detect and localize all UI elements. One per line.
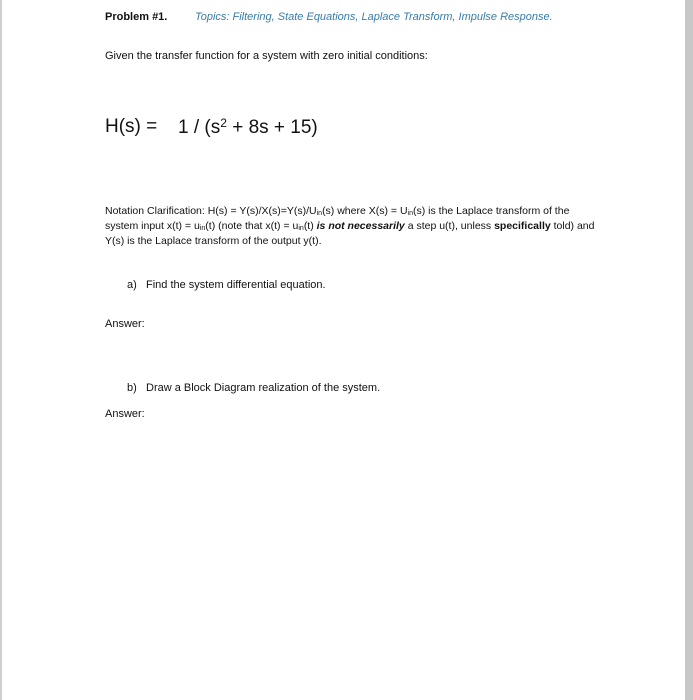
question-b-label: b) [127, 382, 137, 394]
notation-part: Notation Clarification: H(s) = Y(s)/X(s)=Y(s)/U [105, 205, 317, 217]
notation-part: (t) (note that x(t) = u [205, 220, 299, 232]
answer-b-label: Answer: [105, 408, 145, 420]
tf-rhs-suffix: + 8s + 15) [226, 117, 318, 138]
topics-line: Topics: Filtering, State Equations, Laplace Transform, Impulse Response. [195, 11, 553, 23]
subscript-in: in [298, 225, 304, 232]
problem-label: Problem #1. [105, 11, 168, 23]
question-a-label: a) [127, 279, 137, 291]
emphasis-not-necessarily: is not necessarily [316, 220, 405, 232]
tf-rhs-prefix: 1 / (s [178, 117, 221, 138]
notation-part: (s) where X(s) = U [322, 205, 408, 217]
answer-a-label: Answer: [105, 318, 145, 330]
notation-paragraph [105, 205, 605, 248]
question-b-text: Draw a Block Diagram realization of the system. [146, 382, 381, 394]
subscript-in: in [407, 210, 413, 217]
transfer-function-rhs [178, 116, 318, 139]
intro-text: Given the transfer function for a system with zero initial conditions: [105, 50, 428, 62]
notation-part: a step u(t), unless [404, 220, 495, 232]
notation-part: (t) [303, 220, 317, 232]
notation-part: told) and Y(s) is the Laplace transform of the output y(t). [105, 220, 595, 247]
transfer-function-lhs: H(s) = [105, 116, 158, 137]
notation-part: (s) is the Laplace transform of the system input x(t) = u [105, 205, 570, 232]
tf-exponent: 2 [220, 116, 227, 130]
emphasis-specifically: specifically [494, 220, 551, 232]
subscript-in: in [199, 225, 206, 232]
subscript-in: in [316, 210, 323, 217]
question-a-text: Find the system differential equation. [146, 279, 326, 291]
